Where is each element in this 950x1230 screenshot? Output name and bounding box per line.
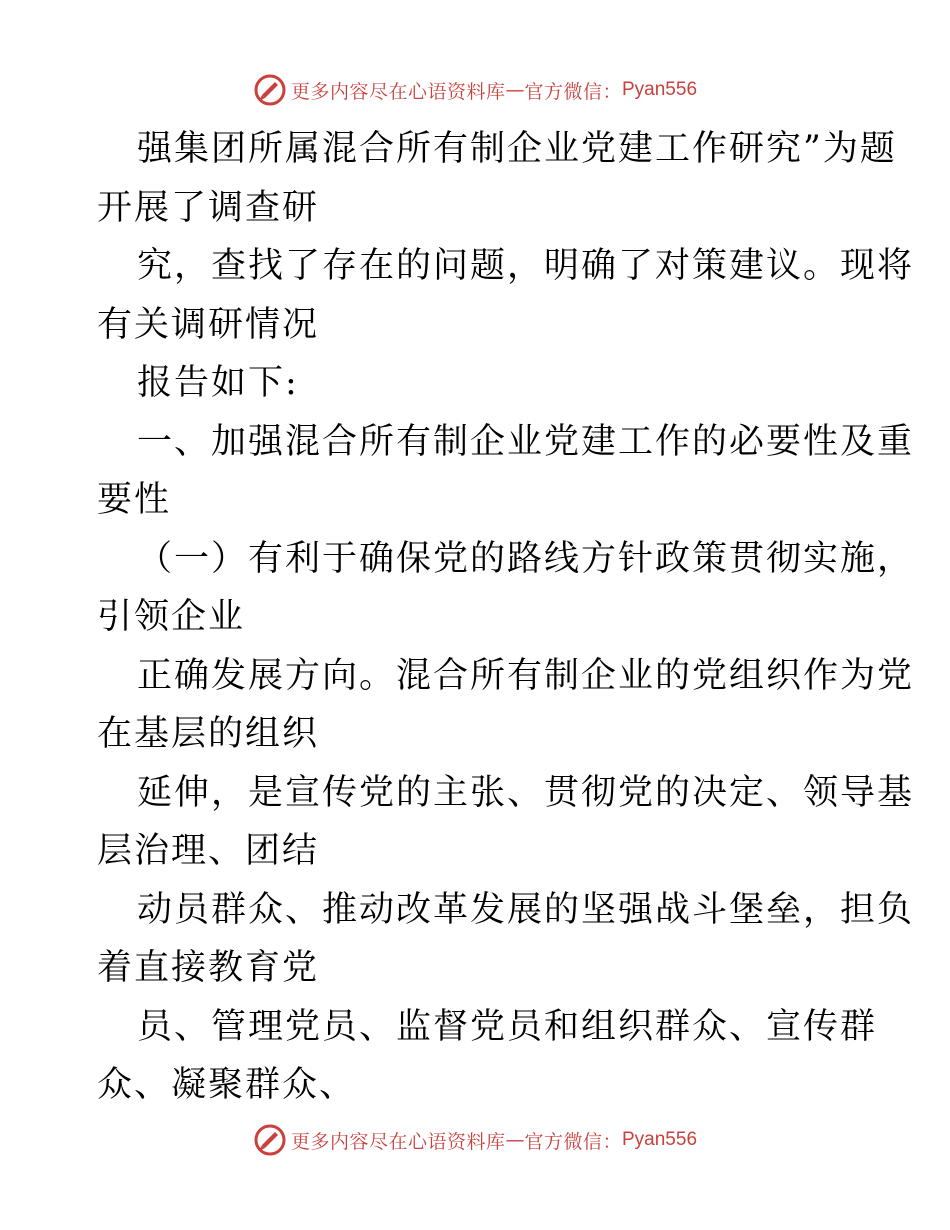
header-watermark bbox=[0, 70, 950, 110]
watermark-text: 更多内容尽在心语资料库 bbox=[290, 1130, 506, 1153]
subsection-heading: （一）有利于确保党的路线方针政策贯彻实施， bbox=[137, 538, 915, 579]
body-line: 层治理、团结 bbox=[97, 831, 320, 871]
watermark-suffix: 官方微信： bbox=[524, 80, 622, 103]
section-heading: 一、加强混合所有制企业党建工作的必要性及重 bbox=[137, 421, 915, 462]
logo-icon bbox=[253, 73, 287, 107]
body-line: 正确发展方向。混合所有制企业的党组织作为党 bbox=[137, 655, 915, 696]
body-line: 报告如下: bbox=[137, 363, 299, 403]
body-line: 开展了调查研 bbox=[97, 187, 320, 228]
logo-icon bbox=[253, 1123, 287, 1157]
body-line: 延伸，是宣传党的主张、贯彻党的决定、领导基 bbox=[137, 772, 915, 813]
body-line: 强集团所属混合所有制企业党建工作研究”为题 bbox=[137, 129, 897, 169]
section-heading-cont: 要性 bbox=[97, 480, 172, 520]
watermark-separator: — bbox=[505, 79, 525, 101]
body-line: 在基层的组织 bbox=[97, 714, 320, 754]
watermark-suffix: 官方微信： bbox=[524, 1130, 622, 1153]
watermark-text: 更多内容尽在心语资料库 bbox=[290, 80, 506, 103]
watermark-id: Pyan556 bbox=[622, 79, 698, 100]
body-line: 众、凝聚群众、 bbox=[97, 1065, 357, 1105]
body-line: 引领企业 bbox=[97, 597, 246, 637]
body-line: 员、管理党员、监督党员和组织群众、宣传群 bbox=[137, 1006, 878, 1047]
body-line: 究，查找了存在的问题，明确了对策建议。现将 bbox=[137, 246, 915, 286]
watermark-id: Pyan556 bbox=[622, 1129, 698, 1150]
watermark-separator: — bbox=[505, 1129, 525, 1151]
footer-watermark bbox=[0, 1120, 950, 1160]
document-body bbox=[97, 120, 915, 1115]
body-line: 动员群众、推动改革发展的坚强战斗堡垒，担负 bbox=[137, 889, 915, 930]
body-line: 着直接教育党 bbox=[97, 948, 320, 988]
body-line: 有关调研情况 bbox=[97, 304, 320, 345]
